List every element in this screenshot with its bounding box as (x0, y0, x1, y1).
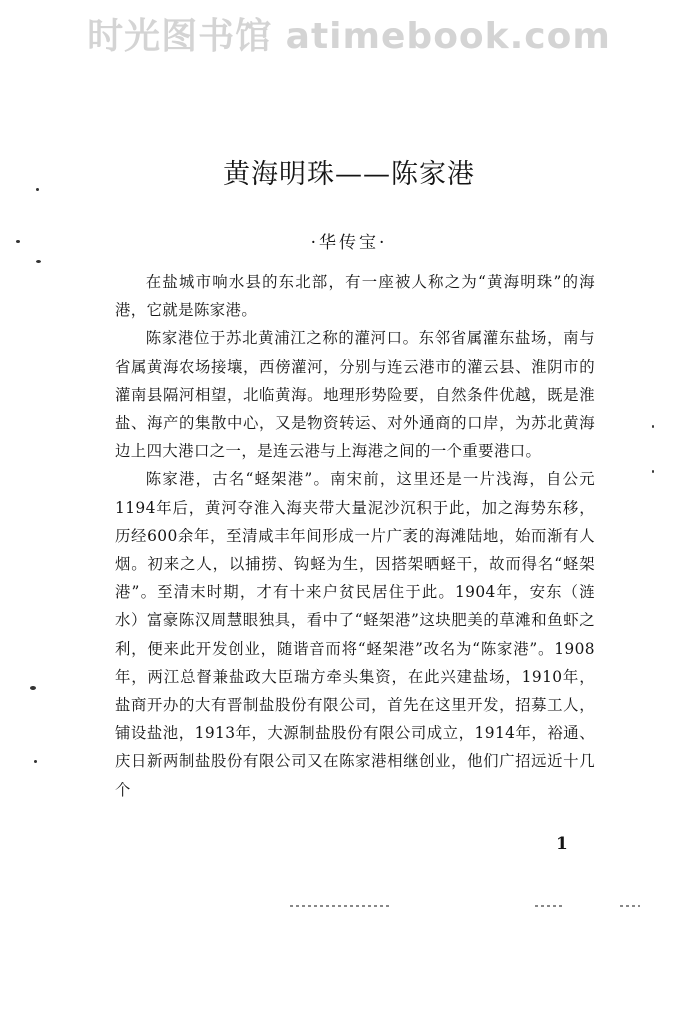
scan-speck (652, 470, 654, 473)
scan-line (290, 905, 390, 907)
scan-speck (652, 425, 654, 428)
scan-speck (36, 260, 41, 263)
paragraph-history: 陈家港，古名“蛏架港”。南宋前，这里还是一片浅海，自公元1194年后，黄河夺淮入海夹带大量泥沙沉积于此，加之海势东移，历经600余年，至清咸丰年间形成一片广袤的海滩陆地，始而渐有人烟。初来之人，以捕捞、钩蛏为生，因搭架晒蛏干，故而得名“蛏架港”。至清末时期，才有十来户贫民居住于此。1904年，安东（涟水）富豪陈汉周慧眼独具，看中了“蛏架港”这块肥美的草滩和鱼虾之利，便来此开发创业，随谐音而将“蛏架港”改名为“陈家港”。1908年，两江总督兼盐政大臣瑞方牵头集资，在此兴建盐场，1910年，盐商开办的大有晋制盐股份有限公司，首先在这里开发，招募工人，铺设盐池，1913年，大源制盐股份有限公司成立，1914年，裕通、庆日新两制盐股份有限公司又在陈家港相继创业，他们广招远近十几个 (115, 470, 595, 799)
paragraph-intro: 在盐城市响水县的东北部，有一座被人称之为“黄海明珠”的海港，它就是陈家港。 (115, 273, 595, 320)
paragraph-geography: 陈家港位于苏北黄浦江之称的灌河口。东邻省属灌东盐场，南与省属黄海农场接壤，西傍灌河，分别与连云港市的灌云县、淮阴市的灌南县隔河相望，北临黄海。地理形势险要，自然条件优越，既是淮盐、海产的集散中心，又是物资转运、对外通商的口岸，为苏北黄海边上四大港口之一，是连云港与上海港之间的一个重要港口。 (115, 329, 595, 461)
article-title: 黄海明珠——陈家港 (223, 159, 475, 190)
watermark: 时光图书馆 atimebook.com (87, 16, 611, 57)
article-body (115, 268, 595, 804)
scan-speck (36, 188, 39, 191)
article-author: ·华传宝· (310, 233, 388, 253)
scan-line (535, 905, 565, 907)
page-number: 1 (556, 834, 568, 854)
scan-line (620, 905, 640, 907)
scan-speck (34, 760, 37, 763)
scan-speck (30, 686, 36, 690)
scan-speck (16, 240, 20, 243)
